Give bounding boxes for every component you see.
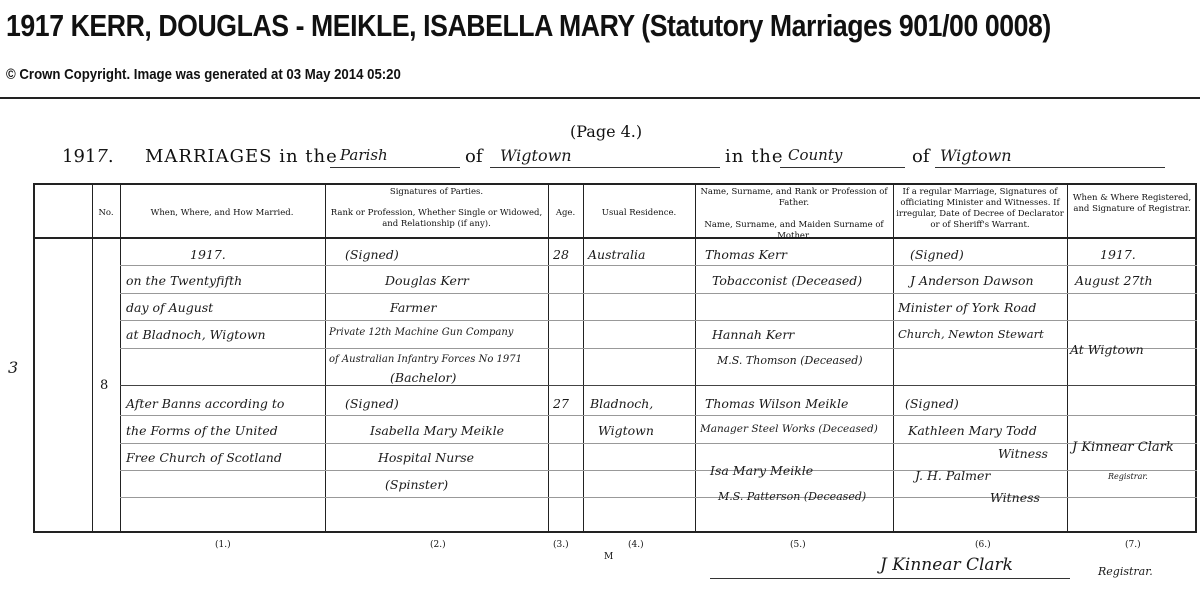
- when-line: at Bladnoch, Wigtown: [126, 327, 266, 342]
- groom-occupation: Farmer: [390, 300, 437, 315]
- when-line: day of August: [126, 300, 214, 315]
- groom-detail: of Australian Infantry Forces No 1971: [329, 354, 522, 365]
- col-when-heading: When, Where, and How Married.: [150, 208, 294, 218]
- col-divider: [893, 183, 894, 533]
- ruled-line: [120, 415, 1197, 416]
- bride-residence: Bladnoch,: [590, 396, 654, 411]
- bride-father-name: Thomas Wilson Meikle: [705, 396, 849, 411]
- parish-underline: [330, 167, 460, 168]
- col-divider: [583, 183, 584, 533]
- witness-1-label: Witness: [998, 446, 1048, 461]
- margin-mark: 3: [8, 358, 19, 377]
- ruled-line: [120, 348, 1197, 349]
- groom-signed: (Signed): [345, 247, 399, 262]
- col-number: (6.): [975, 540, 991, 550]
- col-registered-heading: When & Where Registered, and Signature of Registrar.: [1072, 193, 1192, 214]
- registered-place: At Wigtown: [1070, 342, 1144, 357]
- bottom-registrar-label: Registrar.: [1098, 565, 1153, 578]
- when-line: After Banns according to: [126, 396, 285, 411]
- groom-mother-maiden: M.S. Thomson (Deceased): [717, 354, 863, 367]
- groom-detail: Private 12th Machine Gun Company: [329, 327, 514, 338]
- county-name-underline: [935, 167, 1165, 168]
- witness-2-label: Witness: [990, 490, 1040, 505]
- col-divider: [1067, 183, 1068, 533]
- county-label: County: [788, 146, 843, 164]
- entry-number: 8: [100, 378, 109, 393]
- bride-signed: (Signed): [345, 396, 399, 411]
- register-table: [33, 183, 1197, 533]
- col-number: (1.): [215, 540, 231, 550]
- col-mother-heading: Name, Surname, and Maiden Surname of Mother.: [704, 220, 884, 241]
- col-number: (7.): [1125, 540, 1141, 550]
- bride-status: (Spinster): [385, 477, 449, 492]
- ruled-line: [120, 443, 1197, 444]
- when-line: on the Twentyfifth: [126, 273, 243, 288]
- groom-age: 28: [553, 247, 569, 262]
- col-number: (5.): [790, 540, 806, 550]
- register-year: 1917.: [62, 146, 114, 167]
- groom-status: (Bachelor): [390, 370, 457, 385]
- minister-signed: (Signed): [910, 247, 964, 262]
- col-residence-heading: Usual Residence.: [601, 208, 677, 218]
- witness-1-name: Kathleen Mary Todd: [908, 423, 1037, 438]
- groom-name: Douglas Kerr: [385, 273, 469, 288]
- witness-signed: (Signed): [905, 396, 959, 411]
- of-text-2: of: [912, 146, 930, 167]
- entry-split-rule: [120, 385, 1197, 386]
- bride-age: 27: [553, 396, 569, 411]
- groom-mother-name: Hannah Kerr: [712, 327, 795, 342]
- record-title: 1917 KERR, DOUGLAS - MEIKLE, ISABELLA MARY (Statutory Marriages 901/00 0008): [6, 8, 1051, 43]
- in-the-text: in the: [725, 146, 784, 167]
- bride-mother-maiden: M.S. Patterson (Deceased): [718, 490, 867, 503]
- bride-mother-name: Isa Mary Meikle: [710, 463, 814, 478]
- page-number: (Page 4.): [570, 122, 643, 141]
- groom-father-name: Thomas Kerr: [705, 247, 787, 262]
- county-underline: [780, 167, 905, 168]
- county-name: Wigtown: [940, 146, 1012, 165]
- col-number: (2.): [430, 540, 446, 550]
- registered-date: August 27th: [1075, 273, 1153, 288]
- of-text-1: of: [465, 146, 483, 167]
- copyright-line: © Crown Copyright. Image was generated at 03 May 2014 05:20: [6, 66, 401, 83]
- ruled-line: [120, 265, 1197, 266]
- registered-year: 1917.: [1100, 247, 1136, 262]
- signature-line: [710, 578, 1070, 579]
- col-divider: [92, 183, 93, 533]
- header-row-rule: [33, 237, 1197, 239]
- col-sig-heading: Signatures of Parties.: [389, 187, 484, 197]
- margin-letter: M: [604, 552, 614, 562]
- when-line: the Forms of the United: [126, 423, 278, 438]
- register-heading: MARRIAGES in the: [145, 146, 338, 167]
- col-age-heading: Age.: [555, 208, 576, 218]
- groom-father-rank: Tobacconist (Deceased): [712, 273, 863, 288]
- parish-name: Wigtown: [500, 146, 572, 165]
- parish-name-underline: [490, 167, 720, 168]
- col-divider: [120, 183, 121, 533]
- header-divider: [0, 97, 1200, 99]
- col-number: (4.): [628, 540, 644, 550]
- registrar-label: Registrar.: [1108, 472, 1148, 481]
- col-divider: [325, 183, 326, 533]
- col-divider: [548, 183, 549, 533]
- bride-name: Isabella Mary Meikle: [370, 423, 505, 438]
- bride-residence: Wigtown: [598, 423, 654, 438]
- registrar-signature: J Kinnear Clark: [1072, 440, 1174, 455]
- when-line: 1917.: [190, 247, 226, 262]
- minister-name: J Anderson Dawson: [910, 273, 1034, 288]
- col-minister-heading: If a regular Marriage, Signatures of officiating Minister and Witnesses. If irregular, Date of Decree of Declarator or of Sheriff's Warrant.: [896, 187, 1064, 230]
- ruled-line: [120, 470, 1197, 471]
- col-number: (3.): [553, 540, 569, 550]
- parish-label: Parish: [340, 146, 388, 164]
- minister-church: Church, Newton Stewart: [898, 327, 1044, 341]
- col-father-heading: Name, Surname, and Rank or Profession of Father.: [700, 187, 888, 208]
- bottom-registrar-signature: J Kinnear Clark: [880, 555, 1013, 575]
- col-sig-subheading: Rank or Profession, Whether Single or Widowed, and Relationship (if any).: [330, 208, 543, 229]
- ruled-line: [120, 293, 1197, 294]
- ruled-line: [120, 320, 1197, 321]
- bride-father-rank: Manager Steel Works (Deceased): [700, 423, 878, 435]
- witness-2-name: J. H. Palmer: [915, 468, 991, 483]
- minister-title: Minister of York Road: [898, 300, 1037, 315]
- col-divider: [695, 183, 696, 533]
- bride-occupation: Hospital Nurse: [378, 450, 475, 465]
- when-line: Free Church of Scotland: [126, 450, 282, 465]
- col-no-heading: No.: [98, 208, 114, 218]
- groom-residence: Australia: [588, 247, 646, 262]
